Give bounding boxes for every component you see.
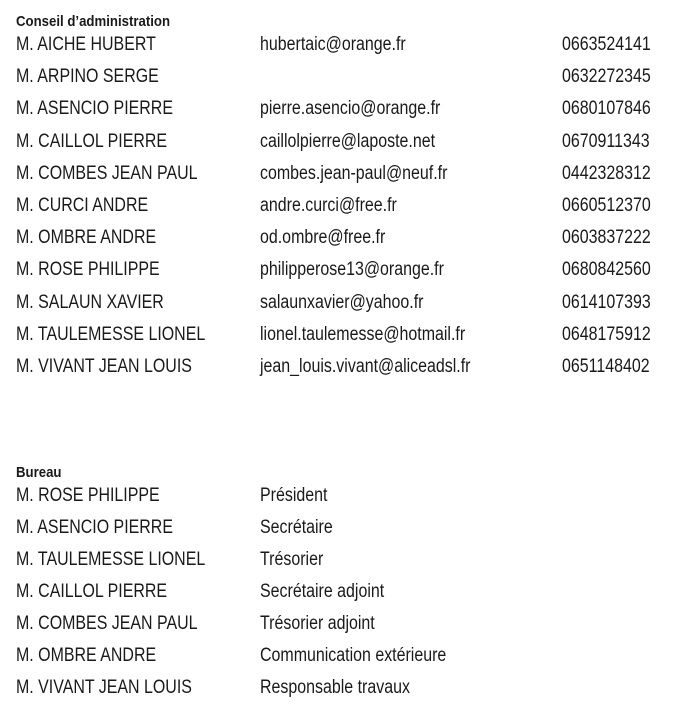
bureau-member-role: Trésorier adjoint [260,613,375,634]
member-email: combes.jean-paul@neuf.fr [260,162,448,184]
bureau-member-role: Responsable travaux [260,677,410,698]
member-phone: 0614107393 [562,291,651,313]
member-phone: 0632272345 [562,66,651,88]
member-row [16,227,666,259]
member-phone: 0680107846 [562,98,651,120]
bureau-member-name: M. ASENCIO PIERRE [16,517,173,538]
bureau-row [16,485,666,517]
member-email: andre.curci@free.fr [260,194,397,216]
bureau-member-role: Président [260,485,328,506]
member-email: caillolpierre@laposte.net [260,130,436,152]
member-name: M. COMBES JEAN PAUL [16,162,198,184]
member-name: M. OMBRE ANDRE [16,227,157,249]
bureau-row [16,581,666,613]
member-email: od.ombre@free.fr [260,227,386,249]
member-phone: 0670911343 [562,130,650,152]
member-name: M. CAILLOL PIERRE [16,130,168,152]
bureau-member-role: Secrétaire [260,517,333,538]
member-email: lionel.taulemesse@hotmail.fr [260,323,466,345]
member-row [16,259,666,291]
bureau-row [16,677,666,709]
member-row [16,131,666,163]
bureau-section [16,463,666,709]
member-phone: 0442328312 [562,162,651,184]
bureau-row [16,645,666,677]
bureau-member-name: M. OMBRE ANDRE [16,645,157,666]
bureau-member-name: M. VIVANT JEAN LOUIS [16,677,192,698]
member-row [16,34,666,66]
member-row [16,66,666,98]
member-name: M. ROSE PHILIPPE [16,259,160,281]
member-phone: 0651148402 [562,355,650,377]
member-email: jean_louis.vivant@aliceadsl.fr [260,355,471,377]
member-row [16,163,666,195]
bureau-row [16,549,666,581]
member-phone: 0680842560 [562,259,651,281]
bureau-row [16,613,666,645]
bureau-row [16,517,666,549]
member-phone: 0660512370 [562,194,651,216]
member-email: hubertaic@orange.fr [260,34,406,55]
bureau-member-name: M. COMBES JEAN PAUL [16,613,198,634]
member-name: M. SALAUN XAVIER [16,291,164,313]
member-phone: 0663524141 [562,34,651,55]
member-name: M. TAULEMESSE LIONEL [16,323,206,345]
member-row [16,324,666,356]
member-email: philipperose13@orange.fr [260,259,444,281]
member-name: M. AICHE HUBERT [16,34,156,55]
member-row [16,292,666,324]
bureau-member-role: Communication extérieure [260,645,447,666]
member-row [16,356,666,388]
bureau-member-role: Trésorier [260,549,324,570]
member-row [16,98,666,130]
member-name: M. ARPINO SERGE [16,66,159,88]
member-row [16,195,666,227]
bureau-member-name: M. ROSE PHILIPPE [16,485,160,506]
conseil-section [16,12,666,388]
bureau-title: Bureau [16,464,62,481]
conseil-title: Conseil d’administration [16,13,171,30]
bureau-members-list [16,485,666,709]
bureau-member-name: M. CAILLOL PIERRE [16,581,168,602]
conseil-members-list [16,34,666,388]
bureau-member-role: Secrétaire adjoint [260,581,385,602]
member-email: salaunxavier@yahoo.fr [260,291,424,313]
member-name: M. VIVANT JEAN LOUIS [16,355,192,377]
member-phone: 0648175912 [562,323,651,345]
member-phone: 0603837222 [562,227,651,249]
member-name: M. ASENCIO PIERRE [16,98,173,120]
bureau-member-name: M. TAULEMESSE LIONEL [16,549,206,570]
member-name: M. CURCI ANDRE [16,194,149,216]
member-email: pierre.asencio@orange.fr [260,98,441,120]
